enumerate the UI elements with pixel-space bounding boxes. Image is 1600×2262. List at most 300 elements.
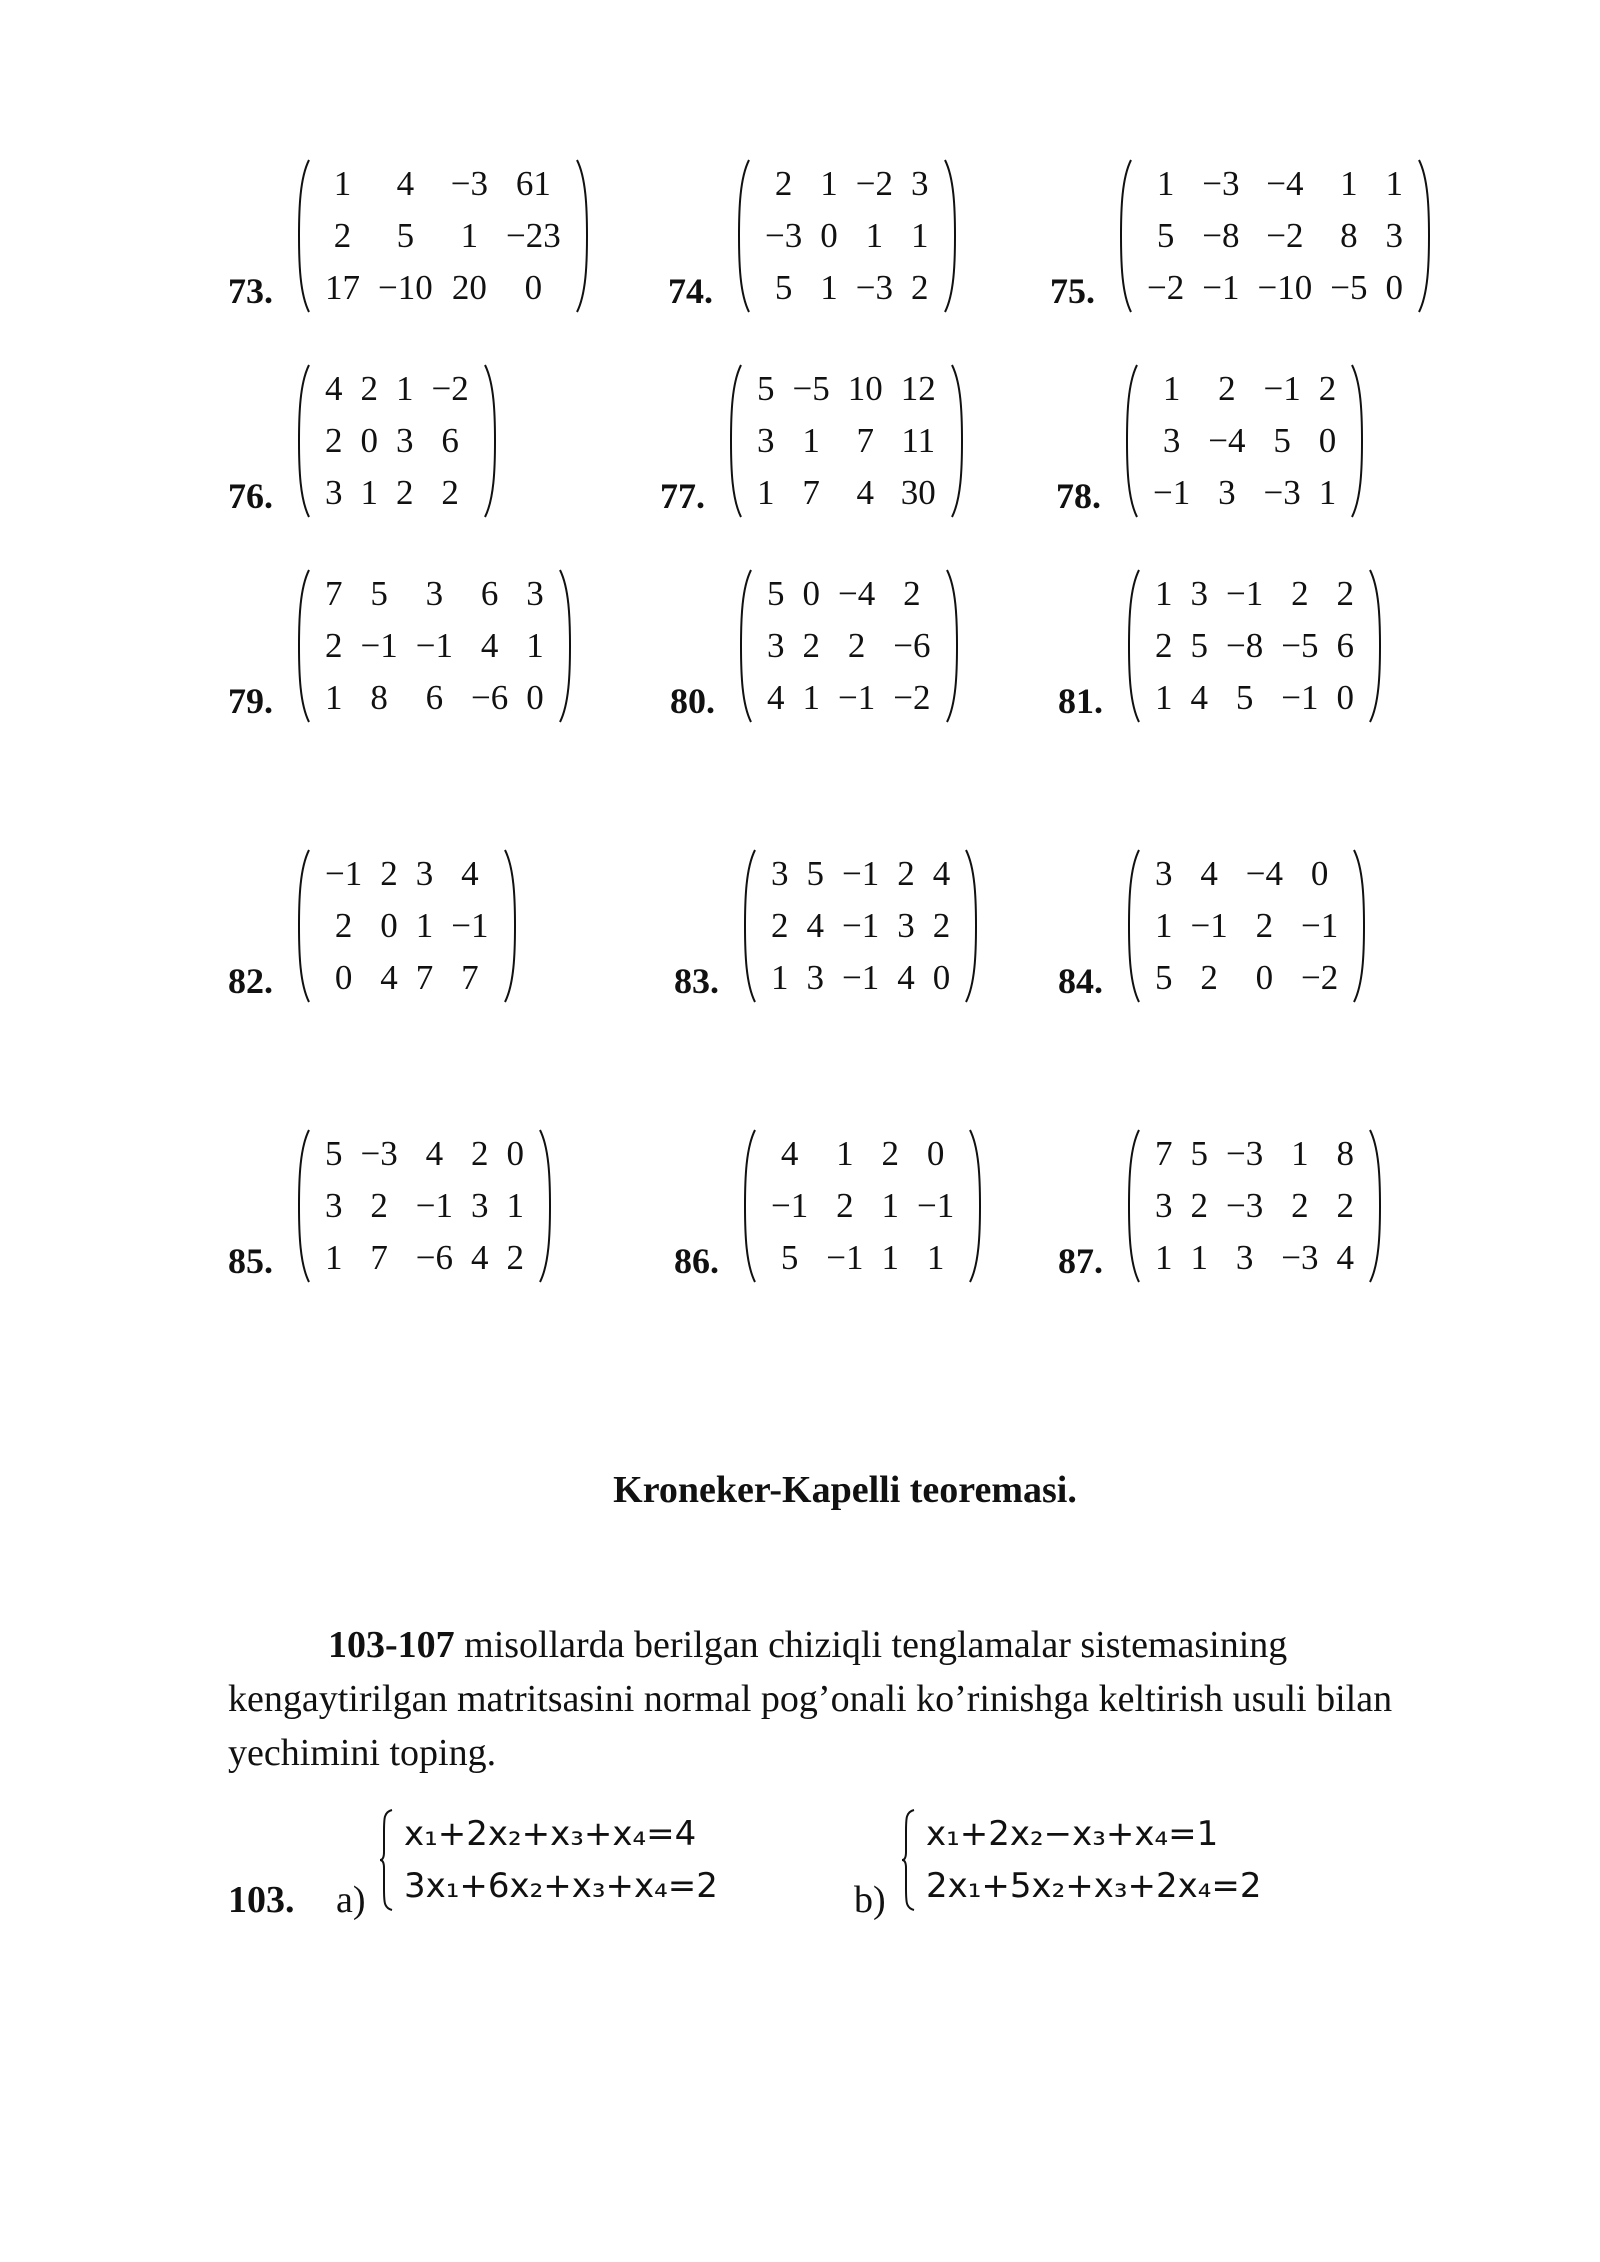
matrix-row [756,262,938,314]
matrix-table [1146,848,1347,1004]
left-paren-icon [736,158,752,314]
matrix-table [1146,568,1363,724]
matrix-entry: 3 [1235,1238,1254,1277]
matrix-entry: 1 [881,1238,899,1277]
system-b-eq-1: x₁+2x₂−x₃+x₄=1 [926,1814,1219,1854]
matrix-entry: 6 [1336,626,1354,665]
right-paren-icon [1349,363,1365,519]
matrix-entry: 3 [1155,1186,1173,1225]
matrix-entry: −6 [471,678,509,717]
matrix-entry: 1 [1156,164,1175,203]
matrix-entry: 5 [1235,678,1254,717]
right-paren-icon [502,848,518,1004]
system-a [378,1808,718,1912]
exercise-number: 74. [668,271,713,311]
matrix-entry: 1 [865,216,884,255]
matrix-entry: −1 [1226,574,1264,613]
matrix-entry: 2 [932,906,951,945]
matrix-entry: 3 [425,574,444,613]
matrix-entry: −23 [506,216,561,255]
matrix-entry: 3 [1218,473,1236,512]
matrix-entry: −2 [855,164,893,203]
matrix-table [758,568,940,724]
matrix [296,1128,553,1284]
matrix-entry: −2 [1266,216,1304,255]
matrix-entry: −1 [451,906,489,945]
matrix-entry: 2 [836,1186,854,1225]
matrix-entry: 2 [847,626,866,665]
matrix-row [316,1232,533,1284]
matrix-row [756,210,938,262]
matrix-entry: 2 [911,268,929,307]
matrix-entry: 7 [325,574,343,613]
matrix-table [1138,158,1412,314]
exercise-number: 82. [228,961,273,1001]
matrix-row [316,672,553,724]
right-paren-icon [949,363,965,519]
matrix-entry: 8 [1340,216,1358,255]
matrix [736,158,958,314]
matrix-entry: 3 [771,854,789,893]
matrix-entry: 1 [1340,164,1358,203]
matrix-entry: 5 [1155,958,1173,997]
matrix-entry: 5 [780,1238,799,1277]
exercise-number: 85. [228,1241,273,1281]
right-paren-icon [1416,158,1432,314]
matrix-row [316,848,498,900]
instruction-paragraph [228,1618,1468,1780]
matrix-entry: 1 [1318,473,1337,512]
matrix-row [1146,1232,1363,1284]
matrix-exercise-grid [228,150,1518,1325]
matrix-entry: 0 [360,421,378,460]
matrix-entry: 1 [1155,678,1173,717]
matrix-entry: 3 [325,473,343,512]
matrix-row [316,363,478,415]
matrix-row [316,467,478,519]
matrix-entry: 7 [1155,1134,1173,1173]
matrix-entry: −10 [1257,268,1313,307]
matrix-entry: −6 [893,626,931,665]
matrix-row [1146,1180,1363,1232]
matrix-entry: 4 [1200,854,1218,893]
matrix-table [316,1128,533,1284]
matrix-entry: 3 [471,1186,489,1225]
matrix-entry: 4 [1190,678,1208,717]
matrix-row-1 [228,150,1518,355]
matrix-row [748,363,945,415]
left-brace-icon [378,1808,396,1912]
matrix-entry: −1 [360,626,398,665]
matrix [738,568,960,724]
matrix-entry: 1 [836,1134,854,1173]
matrix-entry: 2 [1200,958,1218,997]
matrix-entry: −3 [360,1134,398,1173]
matrix-row-5 [228,1120,1518,1325]
matrix-entry: 2 [441,473,459,512]
left-paren-icon [296,363,312,519]
matrix-entry: 0 [1255,958,1274,997]
matrix [1126,1128,1383,1284]
matrix-entry: 6 [480,574,499,613]
right-paren-icon [1351,848,1367,1004]
matrix-entry: 0 [524,268,543,307]
matrix-entry: 11 [901,421,936,460]
matrix-entry: 7 [370,1238,388,1277]
matrix-entry: −1 [415,626,453,665]
matrix-row [316,415,478,467]
matrix-entry: 2 [1336,574,1354,613]
matrix-entry: 10 [847,369,883,408]
matrix-entry: 5 [806,854,824,893]
exercise-range: 103-107 [328,1624,455,1666]
part-a-label: a) [336,1879,366,1921]
matrix-entry: 1 [820,268,838,307]
matrix-row [316,900,498,952]
matrix-entry: 3 [1155,854,1173,893]
matrix-entry: 0 [1310,854,1329,893]
matrix-entry: −1 [842,958,880,997]
matrix-entry: −1 [1153,473,1191,512]
matrix-entry: 7 [856,421,874,460]
left-paren-icon [728,363,744,519]
matrix-entry: 2 [802,626,820,665]
matrix-table [1144,363,1345,519]
matrix-entry: −1 [917,1186,955,1225]
matrix-entry: 1 [460,216,479,255]
matrix-entry: 0 [1318,421,1337,460]
matrix-entry: 3 [757,421,775,460]
matrix-entry: 4 [806,906,824,945]
matrix [296,568,573,724]
matrix-row [1146,952,1347,1004]
matrix-entry: 2 [1190,1186,1208,1225]
matrix-row [1146,848,1347,900]
right-paren-icon [557,568,573,724]
matrix-entry: −4 [1266,164,1304,203]
matrix-entry: 5 [396,216,415,255]
matrix-entry: 2 [1291,1186,1309,1225]
matrix-entry: 1 [1291,1134,1309,1173]
matrix-entry: 7 [461,958,479,997]
left-paren-icon [296,1128,312,1284]
matrix-entry: 30 [900,473,936,512]
matrix-row [762,900,959,952]
matrix-entry: 2 [1318,369,1337,408]
matrix-entry: 7 [802,473,820,512]
problem-number: 103. [228,1879,295,1921]
matrix-entry: 2 [1291,574,1309,613]
section-title: Kroneker-Kapelli teoremasi. [613,1469,1077,1511]
matrix-entry: −1 [826,1238,864,1277]
matrix-entry: −1 [838,678,876,717]
matrix-entry: 0 [1385,268,1403,307]
matrix-entry: −5 [792,369,830,408]
matrix-entry: 5 [325,1134,343,1173]
matrix-entry: −1 [842,854,880,893]
matrix-entry: 2 [506,1238,524,1277]
matrix-entry: −1 [1281,678,1319,717]
right-paren-icon [942,158,958,314]
matrix-row [1138,262,1412,314]
matrix [296,848,518,1004]
matrix-entry: 1 [360,473,378,512]
matrix-row [758,620,940,672]
right-paren-icon [963,848,979,1004]
matrix-entry: 2 [774,164,793,203]
left-paren-icon [1118,158,1134,314]
matrix-entry: −4 [1208,421,1246,460]
matrix-entry: 6 [441,421,459,460]
right-paren-icon [482,363,498,519]
matrix-entry: 17 [325,268,360,307]
matrix-entry: 2 [370,1186,388,1225]
matrix-row [762,1232,963,1284]
left-paren-icon [296,568,312,724]
matrix-entry: −2 [1301,958,1339,997]
matrix-row [316,1128,533,1180]
matrix-entry: 0 [506,1134,524,1173]
system-b-equations [918,1808,1261,1912]
matrix-entry: 6 [425,678,444,717]
matrix-entry: −6 [415,1238,453,1277]
matrix-entry: 2 [325,626,343,665]
matrix-entry: 2 [1336,1186,1354,1225]
matrix [296,158,590,314]
matrix-entry: 4 [897,958,915,997]
matrix-entry: −3 [1281,1238,1319,1277]
matrix-entry: 0 [526,678,544,717]
matrix-entry: 3 [911,164,929,203]
matrix-entry: 3 [1190,574,1208,613]
matrix-entry: −1 [1202,268,1240,307]
matrix-entry: 0 [802,574,820,613]
matrix-entry: 2 [881,1134,899,1173]
matrix-entry: 0 [334,958,353,997]
matrix-table [316,363,478,519]
matrix-entry: 4 [471,1238,489,1277]
matrix-row [756,158,938,210]
matrix-entry: 8 [1336,1134,1354,1173]
matrix-row [748,415,945,467]
matrix-entry: 5 [1273,421,1291,460]
matrix-entry: 1 [506,1186,524,1225]
matrix-entry: 3 [325,1186,343,1225]
matrix-entry: 0 [820,216,838,255]
matrix-table [316,568,553,724]
matrix-entry: 5 [1156,216,1175,255]
matrix-entry: 4 [461,854,479,893]
matrix-entry: −2 [431,369,469,408]
matrix-entry: 3 [1162,421,1181,460]
matrix [742,848,979,1004]
matrix-entry: 1 [1190,1238,1208,1277]
matrix-entry: 12 [900,369,936,408]
right-paren-icon [574,158,590,314]
matrix-entry: 1 [1155,574,1173,613]
matrix-table [1146,1128,1363,1284]
matrix-entry: −10 [378,268,433,307]
matrix-entry: 1 [1155,1238,1173,1277]
matrix-entry: 5 [767,574,785,613]
matrix-entry: −8 [1202,216,1240,255]
left-paren-icon [1126,1128,1142,1284]
matrix-entry: −1 [771,1186,809,1225]
right-paren-icon [967,1128,983,1284]
matrix-row [1144,363,1345,415]
exercise-number: 83. [674,961,719,1001]
matrix-row [316,952,498,1004]
matrix-entry: 2 [771,906,789,945]
right-paren-icon [537,1128,553,1284]
matrix-entry: 1 [325,1238,343,1277]
matrix-entry: 1 [526,626,544,665]
matrix-row-3 [228,560,1518,765]
left-paren-icon [742,848,758,1004]
matrix-entry: 2 [1155,626,1173,665]
matrix-entry: 2 [360,369,378,408]
right-paren-icon [944,568,960,724]
matrix-entry: −5 [1330,268,1368,307]
exercise-number: 73. [228,271,273,311]
exercise-number: 87. [1058,1241,1103,1281]
matrix-row [1144,415,1345,467]
matrix-entry: 4 [425,1134,444,1173]
system-a-equations [396,1808,718,1912]
matrix-table [316,158,570,314]
matrix [1126,848,1367,1004]
matrix-entry: 1 [881,1186,899,1225]
matrix-entry: 4 [932,854,951,893]
matrix-entry: 5 [757,369,775,408]
matrix [1124,363,1365,519]
matrix-row [1144,467,1345,519]
matrix-entry: 1 [757,473,775,512]
left-paren-icon [1126,848,1142,1004]
exercise-number: 78. [1056,476,1101,516]
left-paren-icon [1124,363,1140,519]
matrix-table [748,363,945,519]
system-b-eq-2: 2x₁+5x₂+x₃+2x₄=2 [926,1866,1262,1906]
matrix-row-4 [228,840,1518,1045]
matrix-entry: 0 [932,958,951,997]
matrix-entry: 1 [771,958,789,997]
matrix-entry: 2 [334,906,353,945]
matrix-row [316,210,570,262]
matrix-entry: 1 [911,216,929,255]
matrix-entry: 0 [1336,678,1354,717]
matrix-entry: 2 [380,854,398,893]
matrix-entry: 1 [333,164,352,203]
exercise-number: 77. [660,476,705,516]
matrix-entry: 4 [767,678,785,717]
left-paren-icon [742,1128,758,1284]
matrix-entry: 1 [926,1238,945,1277]
left-paren-icon [296,158,312,314]
matrix-row [1146,568,1363,620]
matrix-row [316,158,570,210]
matrix-entry: 1 [1155,906,1173,945]
right-paren-icon [1367,568,1383,724]
matrix-entry: 4 [1336,1238,1354,1277]
left-paren-icon [738,568,754,724]
matrix-entry: 1 [396,369,414,408]
matrix-entry: 4 [856,473,874,512]
matrix-entry: 2 [897,854,915,893]
matrix-row [316,568,553,620]
matrix-entry: 0 [926,1134,945,1173]
matrix-entry: 8 [370,678,388,717]
matrix-entry: −3 [1202,164,1240,203]
matrix-entry: −3 [1226,1186,1264,1225]
matrix [742,1128,983,1284]
exercise-number: 79. [228,681,273,721]
exercise-number: 81. [1058,681,1103,721]
matrix-entry: −2 [1147,268,1185,307]
exercise-number: 76. [228,476,273,516]
matrix-entry: −3 [1263,473,1301,512]
matrix [1118,158,1432,314]
left-brace-icon [900,1808,918,1912]
matrix-entry: −3 [450,164,488,203]
matrix-entry: 3 [897,906,915,945]
matrix-row [1138,158,1412,210]
part-b-label: b) [854,1879,886,1921]
matrix-entry: −8 [1226,626,1264,665]
matrix-row [762,1180,963,1232]
matrix-entry: 2 [1218,369,1236,408]
matrix-entry: 3 [526,574,544,613]
matrix-entry: 3 [396,421,414,460]
matrix-entry: 4 [325,369,343,408]
system-b [900,1808,1261,1912]
matrix-row-2 [228,355,1518,560]
matrix-entry: 0 [380,906,398,945]
matrix-entry: 2 [333,216,352,255]
matrix-entry: 4 [396,164,415,203]
matrix-entry: 1 [802,678,820,717]
matrix-entry: 2 [903,574,921,613]
matrix-table [762,1128,963,1284]
matrix-entry: 4 [480,626,499,665]
matrix-row [1146,1128,1363,1180]
matrix-entry: −1 [1190,906,1228,945]
matrix-entry: −4 [1245,854,1283,893]
matrix-entry: 2 [325,421,343,460]
matrix-entry: 3 [806,958,824,997]
left-paren-icon [296,848,312,1004]
matrix-entry: 4 [780,1134,799,1173]
matrix-row [762,952,959,1004]
matrix-row [1138,210,1412,262]
matrix-entry: −1 [842,906,880,945]
matrix-entry: −1 [325,854,363,893]
matrix [728,363,965,519]
system-a-eq-2: 3x₁+6x₂+x₃+x₄=2 [404,1866,718,1906]
matrix-entry: 5 [370,574,388,613]
left-paren-icon [1126,568,1142,724]
matrix-row [758,568,940,620]
system-a-eq-1: x₁+2x₂+x₃+x₄=4 [404,1814,697,1854]
matrix-entry: −3 [1226,1134,1264,1173]
matrix-entry: 3 [767,626,785,665]
matrix-entry: 1 [1385,164,1403,203]
matrix-table [762,848,959,1004]
matrix-entry: 61 [515,164,551,203]
matrix-entry: 2 [471,1134,489,1173]
matrix-entry: 3 [1385,216,1403,255]
matrix-row [1146,672,1363,724]
